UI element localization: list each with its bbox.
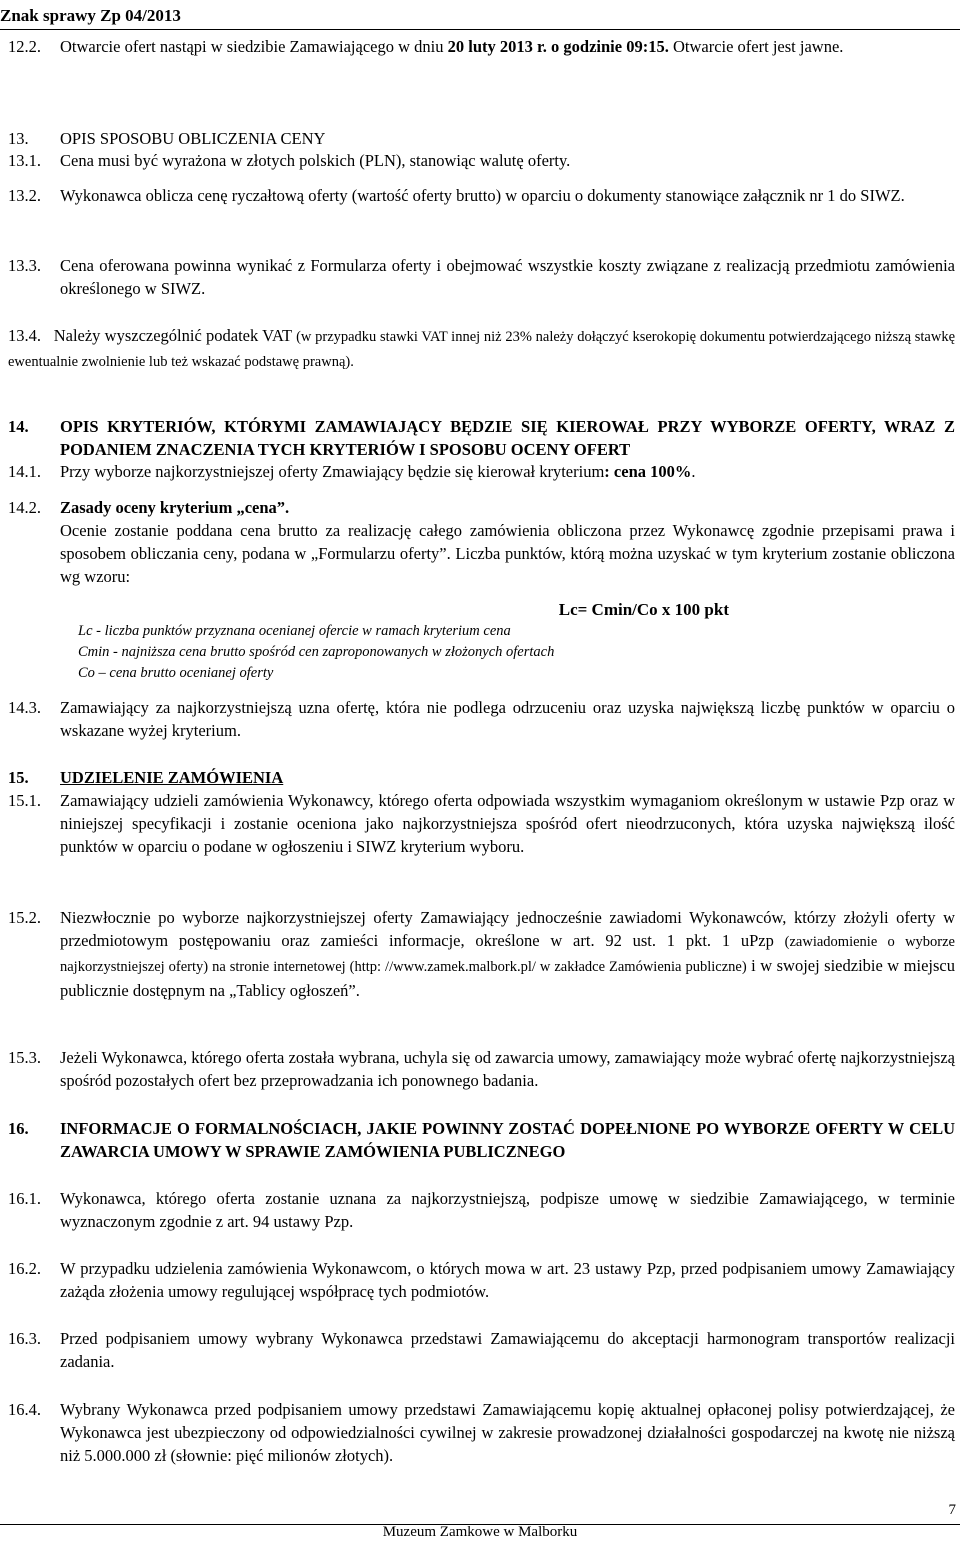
paragraph-text: Jeżeli Wykonawca, którego oferta została wybrana, uchyla się od zawarcia umowy, zamawiający może wybrać ofertę najkorzystniejszą spośród pozostałych ofert bez przeprowadzania ich ponownego badania. <box>60 1048 955 1090</box>
paragraph-text: W przypadku udzielenia zamówienia Wykonawcom, o których mowa w art. 23 ustawy Pzp, przed podpisaniem umowy Zamawiający zażąda złożenia umowy regulującej współpracę tych podmiotów. <box>60 1259 955 1301</box>
paragraph-14-3 <box>8 696 955 742</box>
section-number: 16.4. <box>8 1400 41 1419</box>
section-number: 16.3. <box>8 1329 41 1348</box>
section-number: 16.1. <box>8 1189 41 1208</box>
paragraph-16-3 <box>8 1327 955 1373</box>
paragraph-15-2 <box>8 906 955 1002</box>
heading-16 <box>8 1117 955 1163</box>
case-number-header: Znak sprawy Zp 04/2013 <box>0 6 181 25</box>
paragraph-text: Cena musi być wyrażona w złotych polskich (PLN), stanowiąc walutę oferty. <box>60 151 571 170</box>
paragraph-13-3 <box>8 254 955 300</box>
paragraph-13-1 <box>8 149 955 172</box>
section-number: 16. <box>8 1119 29 1138</box>
section-number: 16.2. <box>8 1259 41 1278</box>
header-divider <box>0 29 960 30</box>
heading-15 <box>8 766 955 789</box>
paragraph-text: Przy wyborze najkorzystniejszej oferty Zmawiający będzie się kierował kryterium <box>60 462 605 481</box>
price-formula: Lc= Cmin/Co x 100 pkt <box>558 600 729 619</box>
section-number: 15.1. <box>8 791 41 810</box>
section-title: OPIS KRYTERIÓW, KTÓRYMI ZAMAWIAJĄCY BĘDZIE SIĘ KIEROWAŁ PRZY WYBORZE OFERTY, WRAZ Z PODANIEM ZNACZENIA TYCH KRYTERIÓW I SPOSOBU OCENY OFERT <box>60 417 955 459</box>
paragraph-text: Cena oferowana powinna wynikać z Formularza oferty i obejmować wszystkie koszty związane z realizacją przedmiotu zamówienia określonego w SIWZ. <box>60 256 955 298</box>
section-number: 15. <box>8 768 29 787</box>
section-number: 12.2. <box>8 37 41 56</box>
paragraph-12-2 <box>8 35 955 58</box>
paragraph-13-4 <box>8 324 955 374</box>
paragraph-note: (zawiadomienie o wyborze najkorzystniejszej oferty) na stronie internetowej (http: //www.zamek.malbork.pl/ w zakładce Zamówienia publiczne) <box>60 934 955 975</box>
paragraph-14-1 <box>8 460 955 483</box>
paragraph-text: Należy wyszczególnić podatek VAT <box>53 326 297 345</box>
section-number: 14.1. <box>8 462 41 481</box>
paragraph-16-1 <box>8 1187 955 1233</box>
section-title: INFORMACJE O FORMALNOŚCIACH, JAKIE POWINNY ZOSTAĆ DOPEŁNIONE PO WYBORZE OFERTY W CELU ZAWARCIA UMOWY W SPRAWIE ZAMÓWIENIA PUBLICZNEGO <box>60 1119 955 1161</box>
paragraph-13-2 <box>8 184 955 207</box>
paragraph-16-4 <box>8 1398 955 1467</box>
paragraph-text: Zamawiający za najkorzystniejszą uzna ofertę, która nie podlega odrzuceniu oraz uzyska największą liczbę punktów w oparciu o wskazane wyżej kryterium. <box>60 698 955 740</box>
subsection-title: Zasady oceny kryterium „cena”. <box>60 498 290 517</box>
paragraph-text: Otwarcie ofert nastąpi w siedzibie Zamawiającego w dniu <box>60 37 448 56</box>
formula-legend-cmin: Cmin - najniższa cena brutto spośród cen zaproponowanych w złożonych ofertach <box>78 644 555 660</box>
section-number: 14.3. <box>8 698 41 717</box>
section-title: OPIS SPOSOBU OBLICZENIA CENY <box>60 129 326 148</box>
heading-13 <box>8 127 955 150</box>
paragraph-text: Zamawiający udzieli zamówienia Wykonawcy, którego oferta odpowiada wszystkim wymaganiom określonym w ustawie Pzp oraz w niniejszej specyfikacji i zostanie oceniona jako najkorzystniejsza spośród ofert nieodrzuconych, która uzyska największą ilość punktów w oparciu o podane w ogłoszeniu i SIWZ kryterium wyboru. <box>60 791 955 856</box>
paragraph-text: Wykonawca oblicza cenę ryczałtową oferty (wartość oferty brutto) w oparciu o dokumenty stanowiące załącznik nr 1 do SIWZ. <box>60 186 905 205</box>
paragraph-text: Otwarcie ofert jest jawne. <box>668 37 844 56</box>
section-number: 13.2. <box>8 186 41 205</box>
heading-14 <box>8 415 955 461</box>
paragraph-text: Niezwłocznie po wyborze najkorzystniejszej oferty Zamawiający jednocześnie zawiadomi Wykonawców, którzy złożyli oferty w przedmiotowym postępowaniu oraz zamieści informacje, określone w art. 92 ust. 1 pkt. 1 uPzp <box>60 908 955 950</box>
formula-legend-lc: Lc - liczba punktów przyznana ocenianej ofercie w ramach kryterium cena <box>78 623 511 639</box>
section-number: 15.2. <box>8 908 41 927</box>
paragraph-text: Wykonawca, którego oferta zostanie uznana za najkorzystniejszą, podpisze umowę w siedzibie Zamawiającego, w terminie wyznaczonym zgodnie z art. 94 ustawy Pzp. <box>60 1189 955 1231</box>
section-number: 13. <box>8 129 29 148</box>
paragraph-note: (w przypadku stawki VAT innej niż 23% należy dołączyć kserokopię dokumentu potwierdzającego niższą stawkę ewentualnie zwolnienie lub też wskazać podstawę prawną). <box>8 329 956 370</box>
paragraph-16-2 <box>8 1257 955 1303</box>
paragraph-text: Wybrany Wykonawca przed podpisaniem umowy przedstawi Zamawiającemu kopię aktualnej opłaconej polisy potwierdzającej, że Wykonawca jest ubezpieczony od odpowiedzialności cywilnej w zakresie prowadzonej działalności gospodarczej na kwotę nie niższą niż 5.000.000 zł (słownie: pięć milionów złotych). <box>60 1400 955 1465</box>
footer-institution: Muzeum Zamkowe w Malborku <box>382 1524 578 1540</box>
criterion-value: : cena 100% <box>604 462 692 481</box>
paragraph-text: Ocenie zostanie poddana cena brutto za realizację całego zamówienia obliczona przez Wykonawcę zgodnie przepisami prawa i sposobem obliczania ceny, podana w „Formularzu oferty”. Liczba punktów, którą można uzyskać w tym kryterium zostanie obliczona wg wzoru: <box>60 521 955 586</box>
paragraph-14-2 <box>8 496 955 684</box>
section-number: 13.4. <box>8 326 41 345</box>
paragraph-text: Przed podpisaniem umowy wybrany Wykonawca przedstawi Zamawiającemu do akceptacji harmonogram transportów realizacji zadania. <box>60 1329 955 1371</box>
paragraph-text: . <box>691 462 696 481</box>
section-number: 13.3. <box>8 256 41 275</box>
section-number: 14.2. <box>8 498 41 517</box>
section-number: 14. <box>8 417 29 436</box>
paragraph-15-3 <box>8 1046 955 1092</box>
paragraph-text: i w swojej siedzibie w miejscu publicznie dostępnym na „Tablicy ogłoszeń”. <box>60 956 955 1000</box>
opening-date: 20 luty 2013 r. o godzinie 09:15. <box>447 37 669 56</box>
formula-legend-co: Co – cena brutto ocenianej oferty <box>78 665 274 681</box>
section-title: UDZIELENIE ZAMÓWIENIA <box>60 768 284 787</box>
section-number: 13.1. <box>8 151 41 170</box>
section-number: 15.3. <box>8 1048 41 1067</box>
page-number: 7 <box>948 1502 956 1518</box>
paragraph-15-1 <box>8 789 955 858</box>
